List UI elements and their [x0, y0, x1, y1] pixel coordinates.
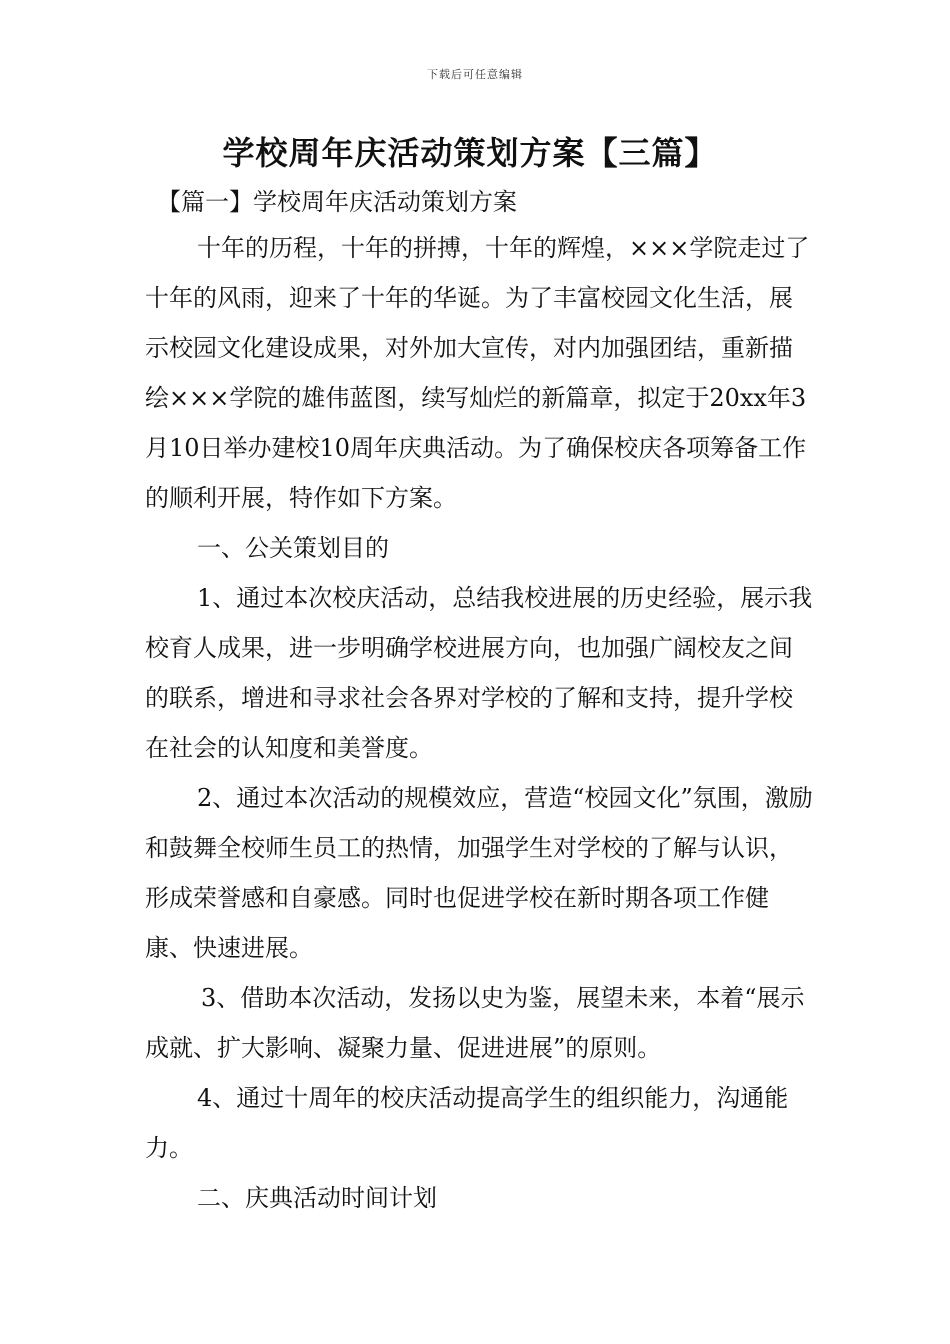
item-4-paragraph [145, 1073, 813, 1173]
intro-paragraph [145, 223, 813, 523]
header-note: 下载后可任意编辑 [427, 68, 523, 81]
item-2-paragraph [145, 773, 813, 973]
item-2-text: 2、通过本次活动的规模效应，营造“校园文化”氛围，激励和鼓舞全校师生员工的热情，加强学生对学校的了解与认识，形成荣誉感和自豪感。同时也促进学校在新时期各项工作健康、快速进展。 [145, 784, 813, 962]
heading-2-text: 二、庆典活动时间计划 [197, 1184, 437, 1212]
item-1-paragraph [145, 573, 813, 773]
heading-2 [145, 1173, 813, 1223]
heading-1 [145, 523, 813, 573]
item-3-paragraph [145, 973, 813, 1073]
item-4-text: 4、通过十周年的校庆活动提高学生的组织能力，沟通能力。 [145, 1084, 789, 1162]
section-title: 【篇一】学校周年庆活动策划方案 [157, 188, 517, 216]
document-title: 学校周年庆活动策划方案【三篇】 [222, 134, 718, 172]
item-3-text: 3、借助本次活动，发扬以史为鉴，展望未来，本着“展示成就、扩大影响、凝聚力量、促进进展”的原则。 [145, 984, 805, 1062]
heading-1-text: 一、公关策划目的 [197, 534, 389, 562]
intro-text: 十年的历程，十年的拼搏，十年的辉煌，×××学院走过了十年的风雨，迎来了十年的华诞。为了丰富校园文化生活，展示校园文化建设成果，对外加大宣传，对内加强团结，重新描绘×××学院的雄伟蓝图，续写灿烂的新篇章，拟定于20xx年3月10日举办建校10周年庆典活动。为了确保校庆各项筹备工作的顺利开展，特作如下方案。 [145, 234, 810, 512]
item-1-text: 1、通过本次校庆活动，总结我校进展的历史经验，展示我校育人成果，进一步明确学校进展方向，也加强广阔校友之间的联系，增进和寻求社会各界对学校的了解和支持，提升学校在社会的认知度和美誉度。 [145, 584, 813, 762]
